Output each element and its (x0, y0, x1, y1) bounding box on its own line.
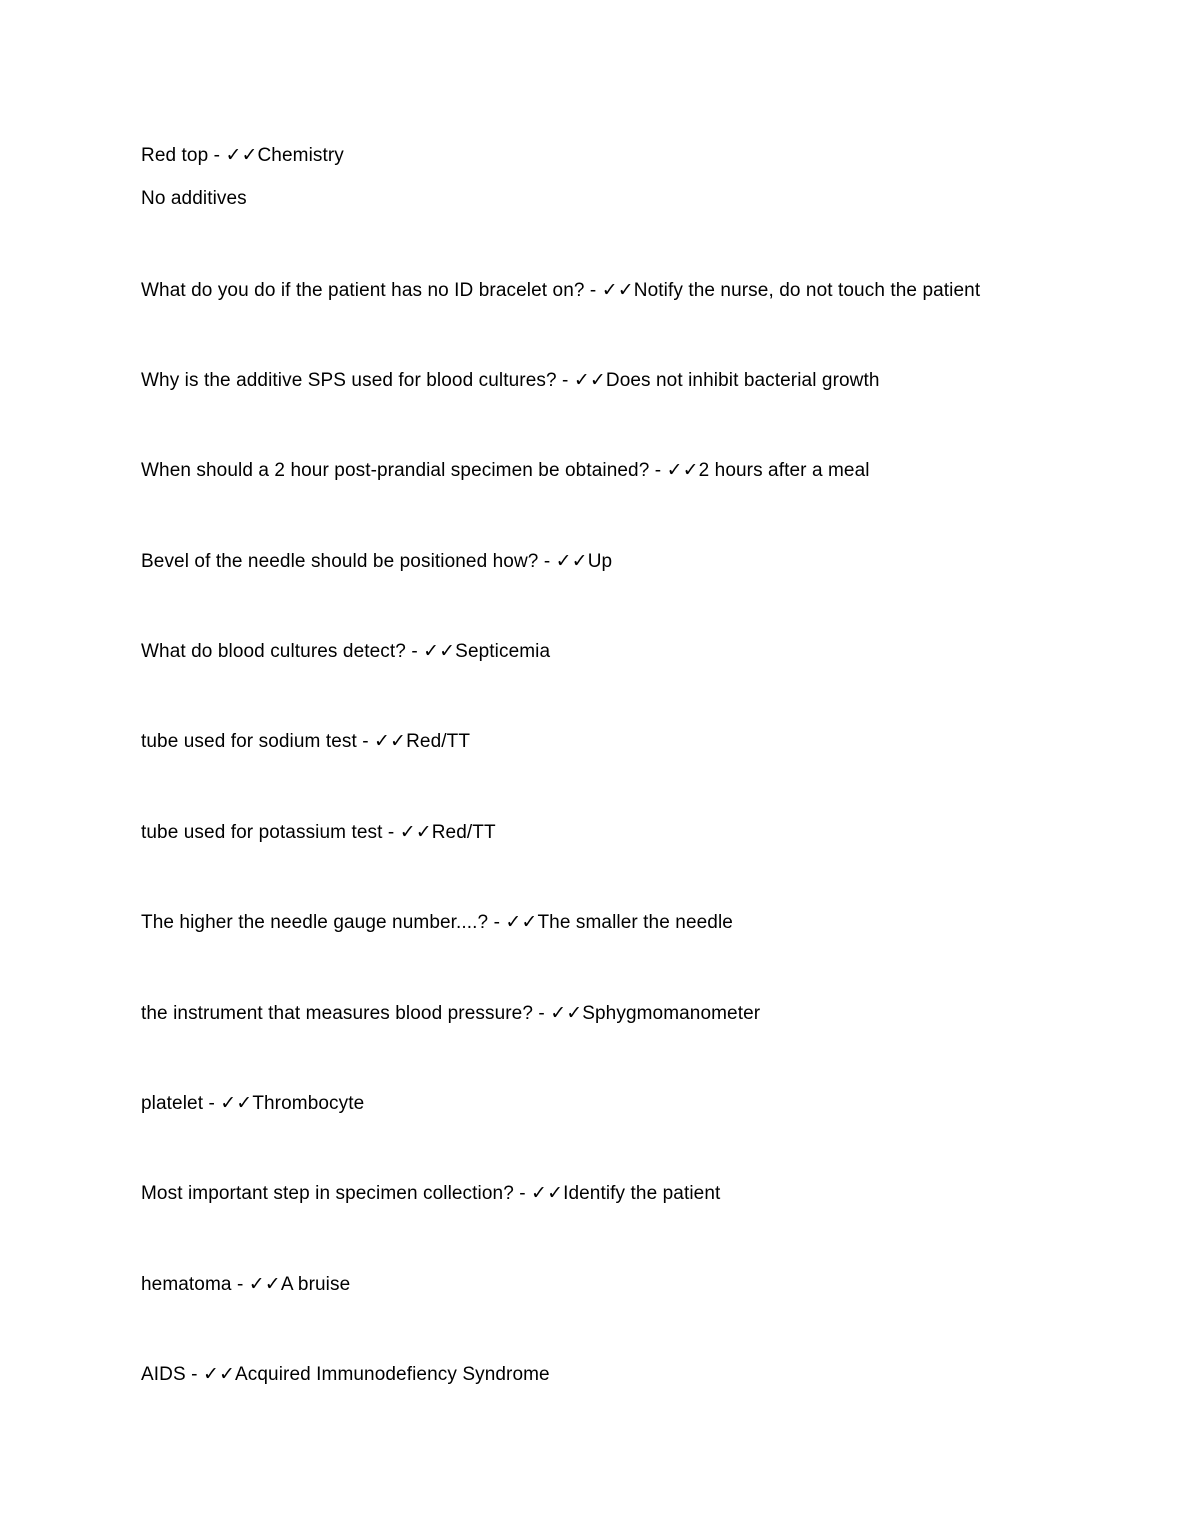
double-check-icon: ✓✓ (220, 1092, 253, 1114)
answer-text: Does not inhibit bacterial growth (605, 370, 880, 391)
question-text: Why is the additive SPS used for blood cultures? - (141, 370, 574, 391)
plain-text: No additives (141, 188, 247, 209)
qa-line (141, 729, 470, 754)
qa-line (141, 549, 612, 574)
double-check-icon: ✓✓ (248, 1273, 281, 1295)
question-text: tube used for sodium test - (141, 731, 375, 752)
double-check-icon: ✓✓ (555, 550, 588, 572)
answer-text: Chemistry (257, 145, 344, 166)
qa-line (141, 1362, 550, 1387)
answer-text: Sphygmomanometer (582, 1003, 761, 1024)
question-text: the instrument that measures blood pressure? - (141, 1003, 551, 1024)
double-check-icon: ✓✓ (550, 1002, 583, 1024)
double-check-icon: ✓✓ (423, 640, 456, 662)
question-text: hematoma - (141, 1274, 249, 1295)
question-text: What do you do if the patient has no ID bracelet on? - (141, 280, 602, 301)
qa-line (141, 458, 870, 483)
question-text: AIDS - (141, 1364, 203, 1385)
text-line (141, 187, 247, 211)
double-check-icon: ✓✓ (666, 459, 699, 481)
question-text: What do blood cultures detect? - (141, 641, 424, 662)
double-check-icon: ✓✓ (225, 144, 258, 166)
question-text: platelet - (141, 1093, 221, 1114)
double-check-icon: ✓✓ (531, 1182, 564, 1204)
qa-line (141, 278, 980, 303)
answer-text: Red/TT (406, 731, 471, 752)
qa-line (141, 143, 344, 168)
answer-text: Notify the nurse, do not touch the patient (633, 280, 981, 301)
double-check-icon: ✓✓ (374, 730, 407, 752)
qa-line (141, 1181, 720, 1206)
double-check-icon: ✓✓ (202, 1363, 235, 1385)
answer-text: Acquired Immunodefiency Syndrome (234, 1364, 550, 1385)
answer-text: Septicemia (455, 641, 551, 662)
qa-line (141, 1272, 350, 1297)
answer-text: Identify the patient (563, 1183, 721, 1204)
double-check-icon: ✓✓ (601, 279, 634, 301)
question-text: When should a 2 hour post-prandial specimen be obtained? - (141, 460, 667, 481)
answer-text: 2 hours after a meal (698, 460, 870, 481)
double-check-icon: ✓✓ (573, 369, 606, 391)
double-check-icon: ✓✓ (505, 911, 538, 933)
qa-line (141, 1091, 364, 1116)
question-text: tube used for potassium test - (141, 822, 400, 843)
double-check-icon: ✓✓ (399, 821, 432, 843)
qa-line (141, 639, 550, 664)
qa-line (141, 820, 496, 845)
qa-line (141, 1001, 760, 1026)
answer-text: Red/TT (431, 822, 496, 843)
answer-text: Thrombocyte (252, 1093, 365, 1114)
question-text: Red top - (141, 145, 226, 166)
answer-text: The smaller the needle (537, 912, 733, 933)
answer-text: A bruise (280, 1274, 351, 1295)
question-text: Most important step in specimen collection? - (141, 1183, 532, 1204)
qa-line (141, 368, 880, 393)
question-text: Bevel of the needle should be positioned how? - (141, 551, 556, 572)
qa-line (141, 910, 733, 935)
answer-text: Up (587, 551, 613, 572)
question-text: The higher the needle gauge number....? - (141, 912, 506, 933)
